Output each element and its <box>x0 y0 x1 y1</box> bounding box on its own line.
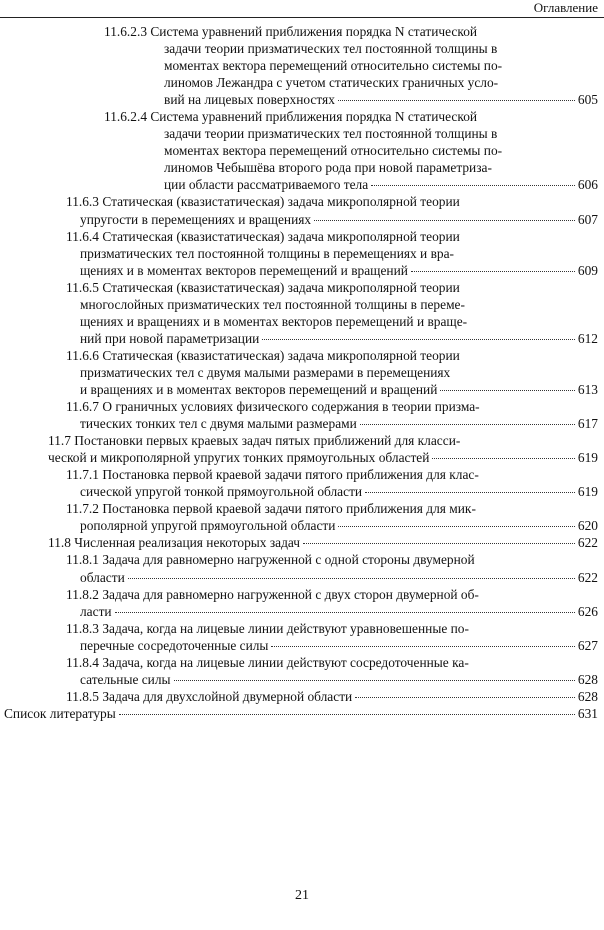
toc-page-number: 626 <box>577 603 598 619</box>
toc-page-number: 619 <box>577 484 598 500</box>
header-rule <box>0 17 604 18</box>
toc-entry-line: сической упругой тонкой прямоугольной области <box>80 484 363 500</box>
dot-leader <box>128 578 575 579</box>
toc-page-number: 612 <box>577 330 598 346</box>
toc-entry[interactable] <box>66 347 598 398</box>
toc-entry[interactable] <box>48 432 598 466</box>
toc-entry-line: 11.6.6 Статическая (квазистатическая) задача микрополярной теории <box>66 347 460 363</box>
toc-page-number: 607 <box>577 211 598 227</box>
toc-entry-line: линомов Чебышёва второго рода при новой параметризa- <box>164 160 492 176</box>
toc-entry[interactable] <box>66 551 598 585</box>
running-header: Оглавление <box>533 0 598 15</box>
toc-entry[interactable] <box>66 620 598 654</box>
dot-leader <box>338 100 575 101</box>
toc-page-number: 628 <box>577 688 598 704</box>
toc-entry-line: ческой и микрополярной упругих тонких прямоугольных областей <box>48 450 430 466</box>
toc-entry-line: области <box>80 569 125 585</box>
toc-page-number: 606 <box>577 177 598 193</box>
toc-entry-line: задачи теории призматических тел постоянной толщины в <box>164 41 498 57</box>
toc-entry-line: 11.8.4 Задача, когда на лицевые линии действуют сосредоточенные ка- <box>66 654 469 670</box>
toc-entry[interactable] <box>66 586 598 620</box>
toc-entry-line: ции области рассматриваемого тела <box>164 177 369 193</box>
toc-entry-line: 11.7 Постановки первых краевых задач пятых приближений для класси- <box>48 433 461 449</box>
toc-page-number: 622 <box>577 569 598 585</box>
toc-page-number: 619 <box>577 450 598 466</box>
toc-entry[interactable] <box>66 500 598 534</box>
dot-leader <box>432 458 574 459</box>
table-of-contents <box>0 23 598 722</box>
toc-entry-line: моментах вектора перемещений относительно системы по- <box>164 58 503 74</box>
toc-page-number: 609 <box>577 262 598 278</box>
toc-page-number: 620 <box>577 518 598 534</box>
toc-entry-line: 11.6.4 Статическая (квазистатическая) задача микрополярной теории <box>66 228 460 244</box>
toc-page-number: 628 <box>577 671 598 687</box>
toc-entry-line: 11.8 Численная реализация некоторых задач <box>48 535 301 551</box>
dot-leader <box>440 390 575 391</box>
dot-leader <box>365 492 575 493</box>
toc-entry-line: рополярной упругой прямоугольной области <box>80 518 336 534</box>
dot-leader <box>119 714 575 715</box>
toc-entry-line: щениях и в моментах векторов перемещений и вращений <box>80 262 408 278</box>
toc-entry-line: сательные силы <box>80 671 171 687</box>
dot-leader <box>271 646 574 647</box>
dot-leader <box>338 526 574 527</box>
dot-leader <box>314 220 575 221</box>
toc-entry-line: 11.6.3 Статическая (квазистатическая) задача микрополярной теории <box>66 194 460 210</box>
toc-entry-line: 11.8.1 Задача для равномерно нагруженной с одной стороны двумерной <box>66 552 475 568</box>
toc-entry-line: 11.7.2 Постановка первой краевой задачи пятого приближения для мик- <box>66 501 476 517</box>
dot-leader <box>411 271 575 272</box>
toc-page-number: 631 <box>577 705 598 721</box>
toc-entry-line: 11.8.5 Задача для двухслойной двумерной области <box>66 688 353 704</box>
toc-entry-line: 11.6.2.3 Система уравнений приближения порядка N статической <box>104 24 478 39</box>
toc-entry-line: моментах вектора перемещений относительно системы по- <box>164 143 503 159</box>
toc-page-number: 605 <box>577 92 598 108</box>
toc-entry-line: 11.8.2 Задача для равномерно нагруженной с двух сторон двумерной об- <box>66 586 479 602</box>
toc-entry-line: перечные сосредоточенные силы <box>80 637 269 653</box>
dot-leader <box>115 612 575 613</box>
toc-entry[interactable] <box>66 466 598 500</box>
toc-entry[interactable] <box>104 108 598 193</box>
toc-page-number: 613 <box>577 381 598 397</box>
toc-entry-line: вий на лицевых поверхностях <box>164 92 335 108</box>
toc-entry-line: 11.7.1 Постановка первой краевой задачи пятого приближения для клас- <box>66 467 479 483</box>
toc-entry-line: призматических тел постоянной толщины в перемещениях и вра- <box>80 245 454 261</box>
toc-entry-bibliography[interactable] <box>4 705 598 722</box>
toc-entry-line: 11.6.7 О граничных условиях физического содержания в теории призма- <box>66 399 480 415</box>
toc-entry-line: ласти <box>80 603 112 619</box>
toc-entry[interactable] <box>48 534 598 551</box>
toc-entry[interactable] <box>66 193 598 227</box>
toc-entry-line: упругости в перемещениях и вращениях <box>80 211 312 227</box>
dot-leader <box>174 680 575 681</box>
dot-leader <box>360 424 575 425</box>
toc-page-number: 627 <box>577 637 598 653</box>
toc-entry[interactable] <box>66 228 598 279</box>
dot-leader <box>355 697 575 698</box>
toc-entry[interactable] <box>66 654 598 688</box>
toc-entry-line: тических тонких тел с двумя малыми размерами <box>80 416 357 432</box>
dot-leader <box>303 543 575 544</box>
page-number: 21 <box>295 888 309 903</box>
toc-entry-line: щениях и вращениях и в моментах векторов перемещений и враще- <box>80 313 468 329</box>
dot-leader <box>371 185 575 186</box>
toc-entry-line: многослойных призматических тел постоянной толщины в переме- <box>80 296 465 312</box>
toc-page-number: 617 <box>577 416 598 432</box>
toc-entry-line: и вращениях и в моментах векторов перемещений и вращений <box>80 381 438 397</box>
toc-entry[interactable] <box>66 688 598 705</box>
toc-entry-line: 11.6.5 Статическая (квазистатическая) задача микрополярной теории <box>66 279 460 295</box>
toc-entry[interactable] <box>66 279 598 347</box>
dot-leader <box>262 339 575 340</box>
toc-entry[interactable] <box>104 23 598 108</box>
toc-entry-line: призматических тел с двумя малыми размерами в перемещениях <box>80 364 451 380</box>
toc-entry[interactable] <box>66 398 598 432</box>
toc-entry-line: Список литературы <box>4 705 116 721</box>
toc-page-number: 622 <box>577 535 598 551</box>
toc-entry-line: линомов Лежандра с учетом статических граничных усло- <box>164 75 499 91</box>
toc-entry-line: задачи теории призматических тел постоянной толщины в <box>164 126 498 142</box>
toc-entry-line: 11.6.2.4 Система уравнений приближения порядка N статической <box>104 109 478 125</box>
toc-entry-line: 11.8.3 Задача, когда на лицевые линии действуют уравновешенные по- <box>66 620 469 636</box>
toc-entry-line: ний при новой параметризации <box>80 330 260 346</box>
